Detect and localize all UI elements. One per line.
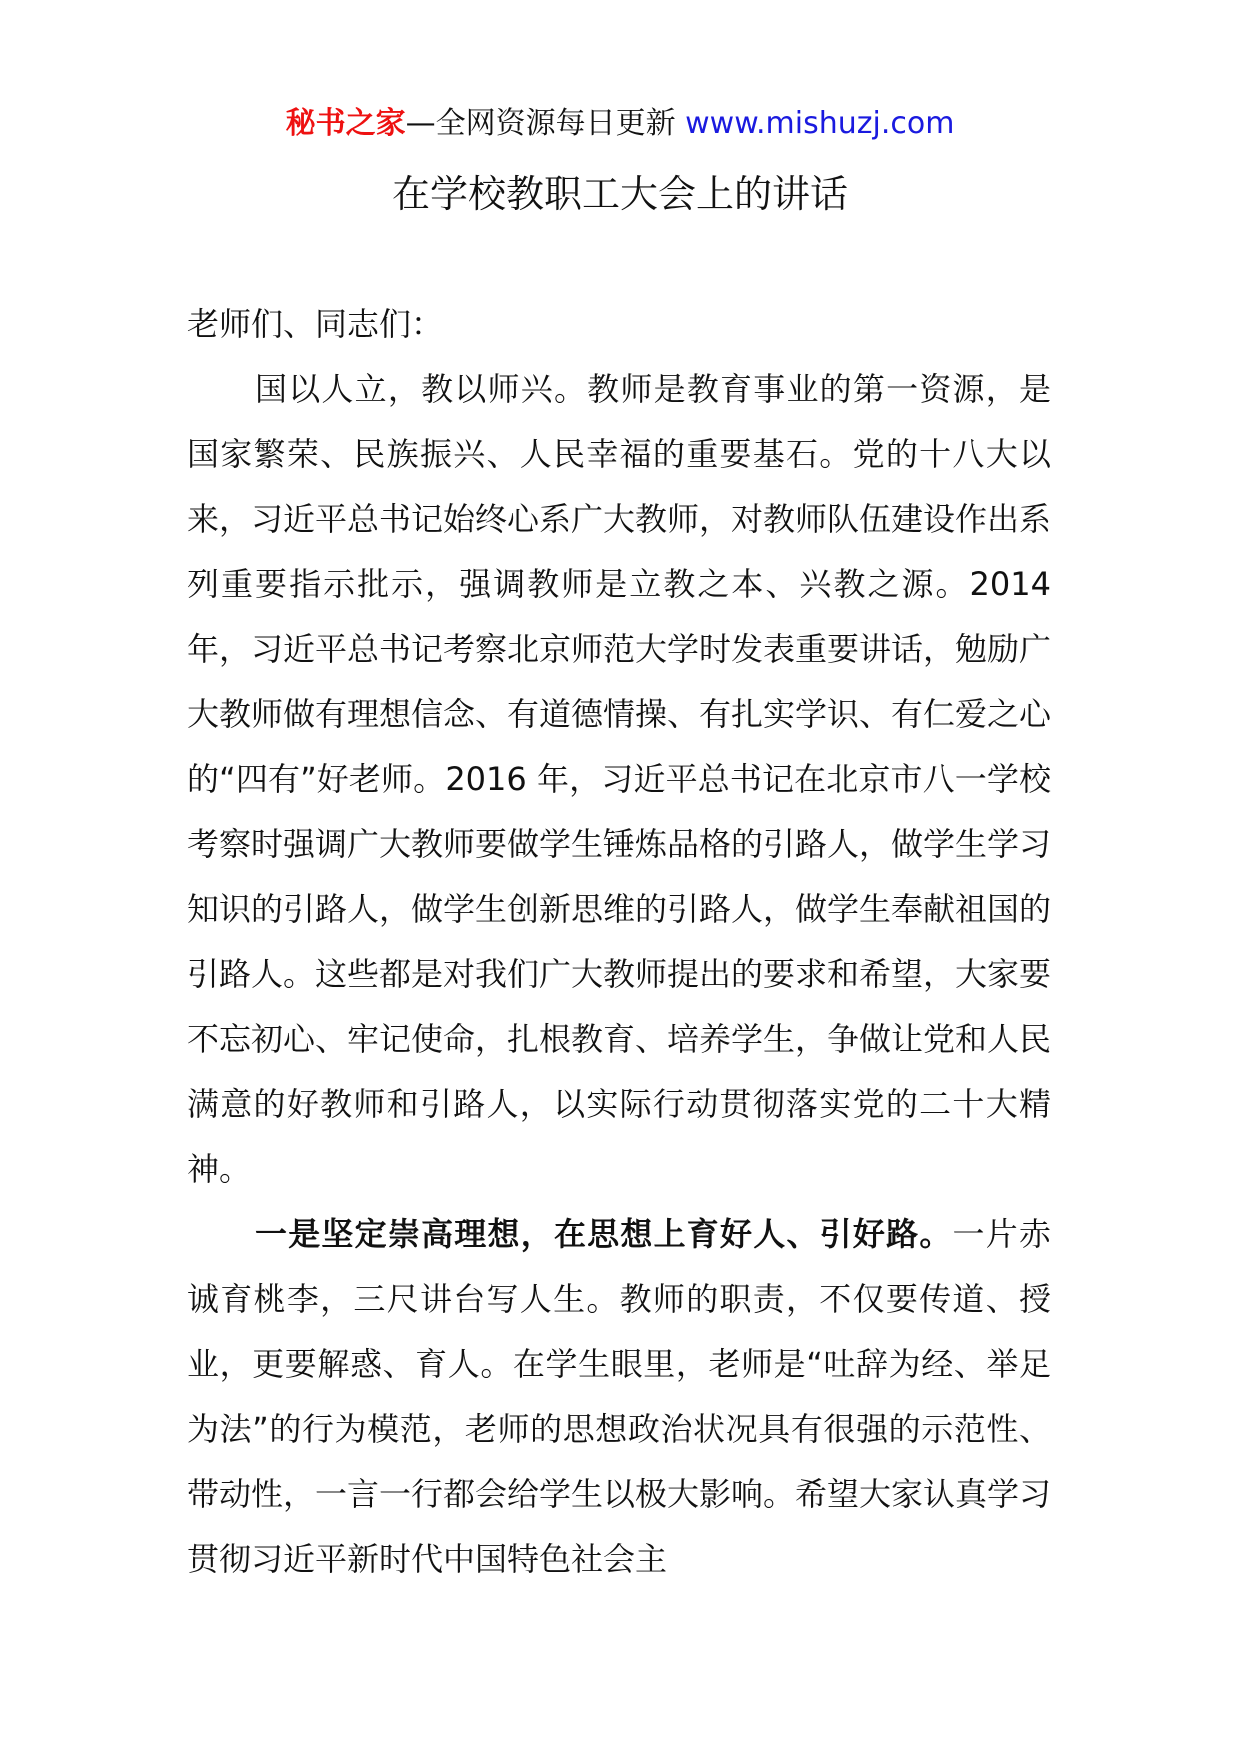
paragraph-first-point: [187, 1202, 1051, 1592]
salutation: 老师们、同志们：: [187, 305, 444, 343]
paragraph-intro: 国以人立，教以师兴。教师是教育事业的第一资源，是国家繁荣、民族振兴、人民幸福的重要基石。党的十八大以来，习近平总书记始终心系广大教师，对教师队伍建设作出系列重要指示批示，强调教师是立教之本、兴教之源。2014 年，习近平总书记考察北京师范大学时发表重要讲话，勉励广大教师做有理想信念、有道德情操、有扎实学识、有仁爱之心的“四有”好老师。2016 年，习近平总书记在北京市八一学校考察时强调广大教师要做学生锤炼品格的引路人，做学生学习知识的引路人，做学生创新思维的引路人，做学生奉献祖国的引路人。这些都是对我们广大教师提出的要求和希望，大家要不忘初心、牢记使命，扎根教育、培养学生，争做让党和人民满意的好教师和引路人，以实际行动贯彻落实党的二十大精神。: [187, 370, 1052, 1188]
paragraph-heading: 一是坚定崇高理想，在思想上育好人、引好路。: [255, 1215, 953, 1253]
document-title: 在学校教职工大会上的讲话: [391, 172, 848, 216]
header-tagline: —全网资源每日更新: [405, 106, 686, 141]
document-body: [187, 292, 1051, 1592]
brand-name: 秘书之家: [285, 106, 406, 141]
site-header: [0, 100, 1240, 148]
site-url-link[interactable]: www.mishuzj.com: [685, 106, 955, 141]
paragraph-body: 一片赤诚育桃李，三尺讲台写人生。教师的职责，不仅要传道、授业，更要解惑、育人。在学生眼里，老师是“吐辞为经、举足为法”的行为模范，老师的思想政治状况具有很强的示范性、带动性，一言一行都会给学生以极大影响。希望大家认真学习贯彻习近平新时代中国特色社会主: [187, 1215, 1052, 1578]
